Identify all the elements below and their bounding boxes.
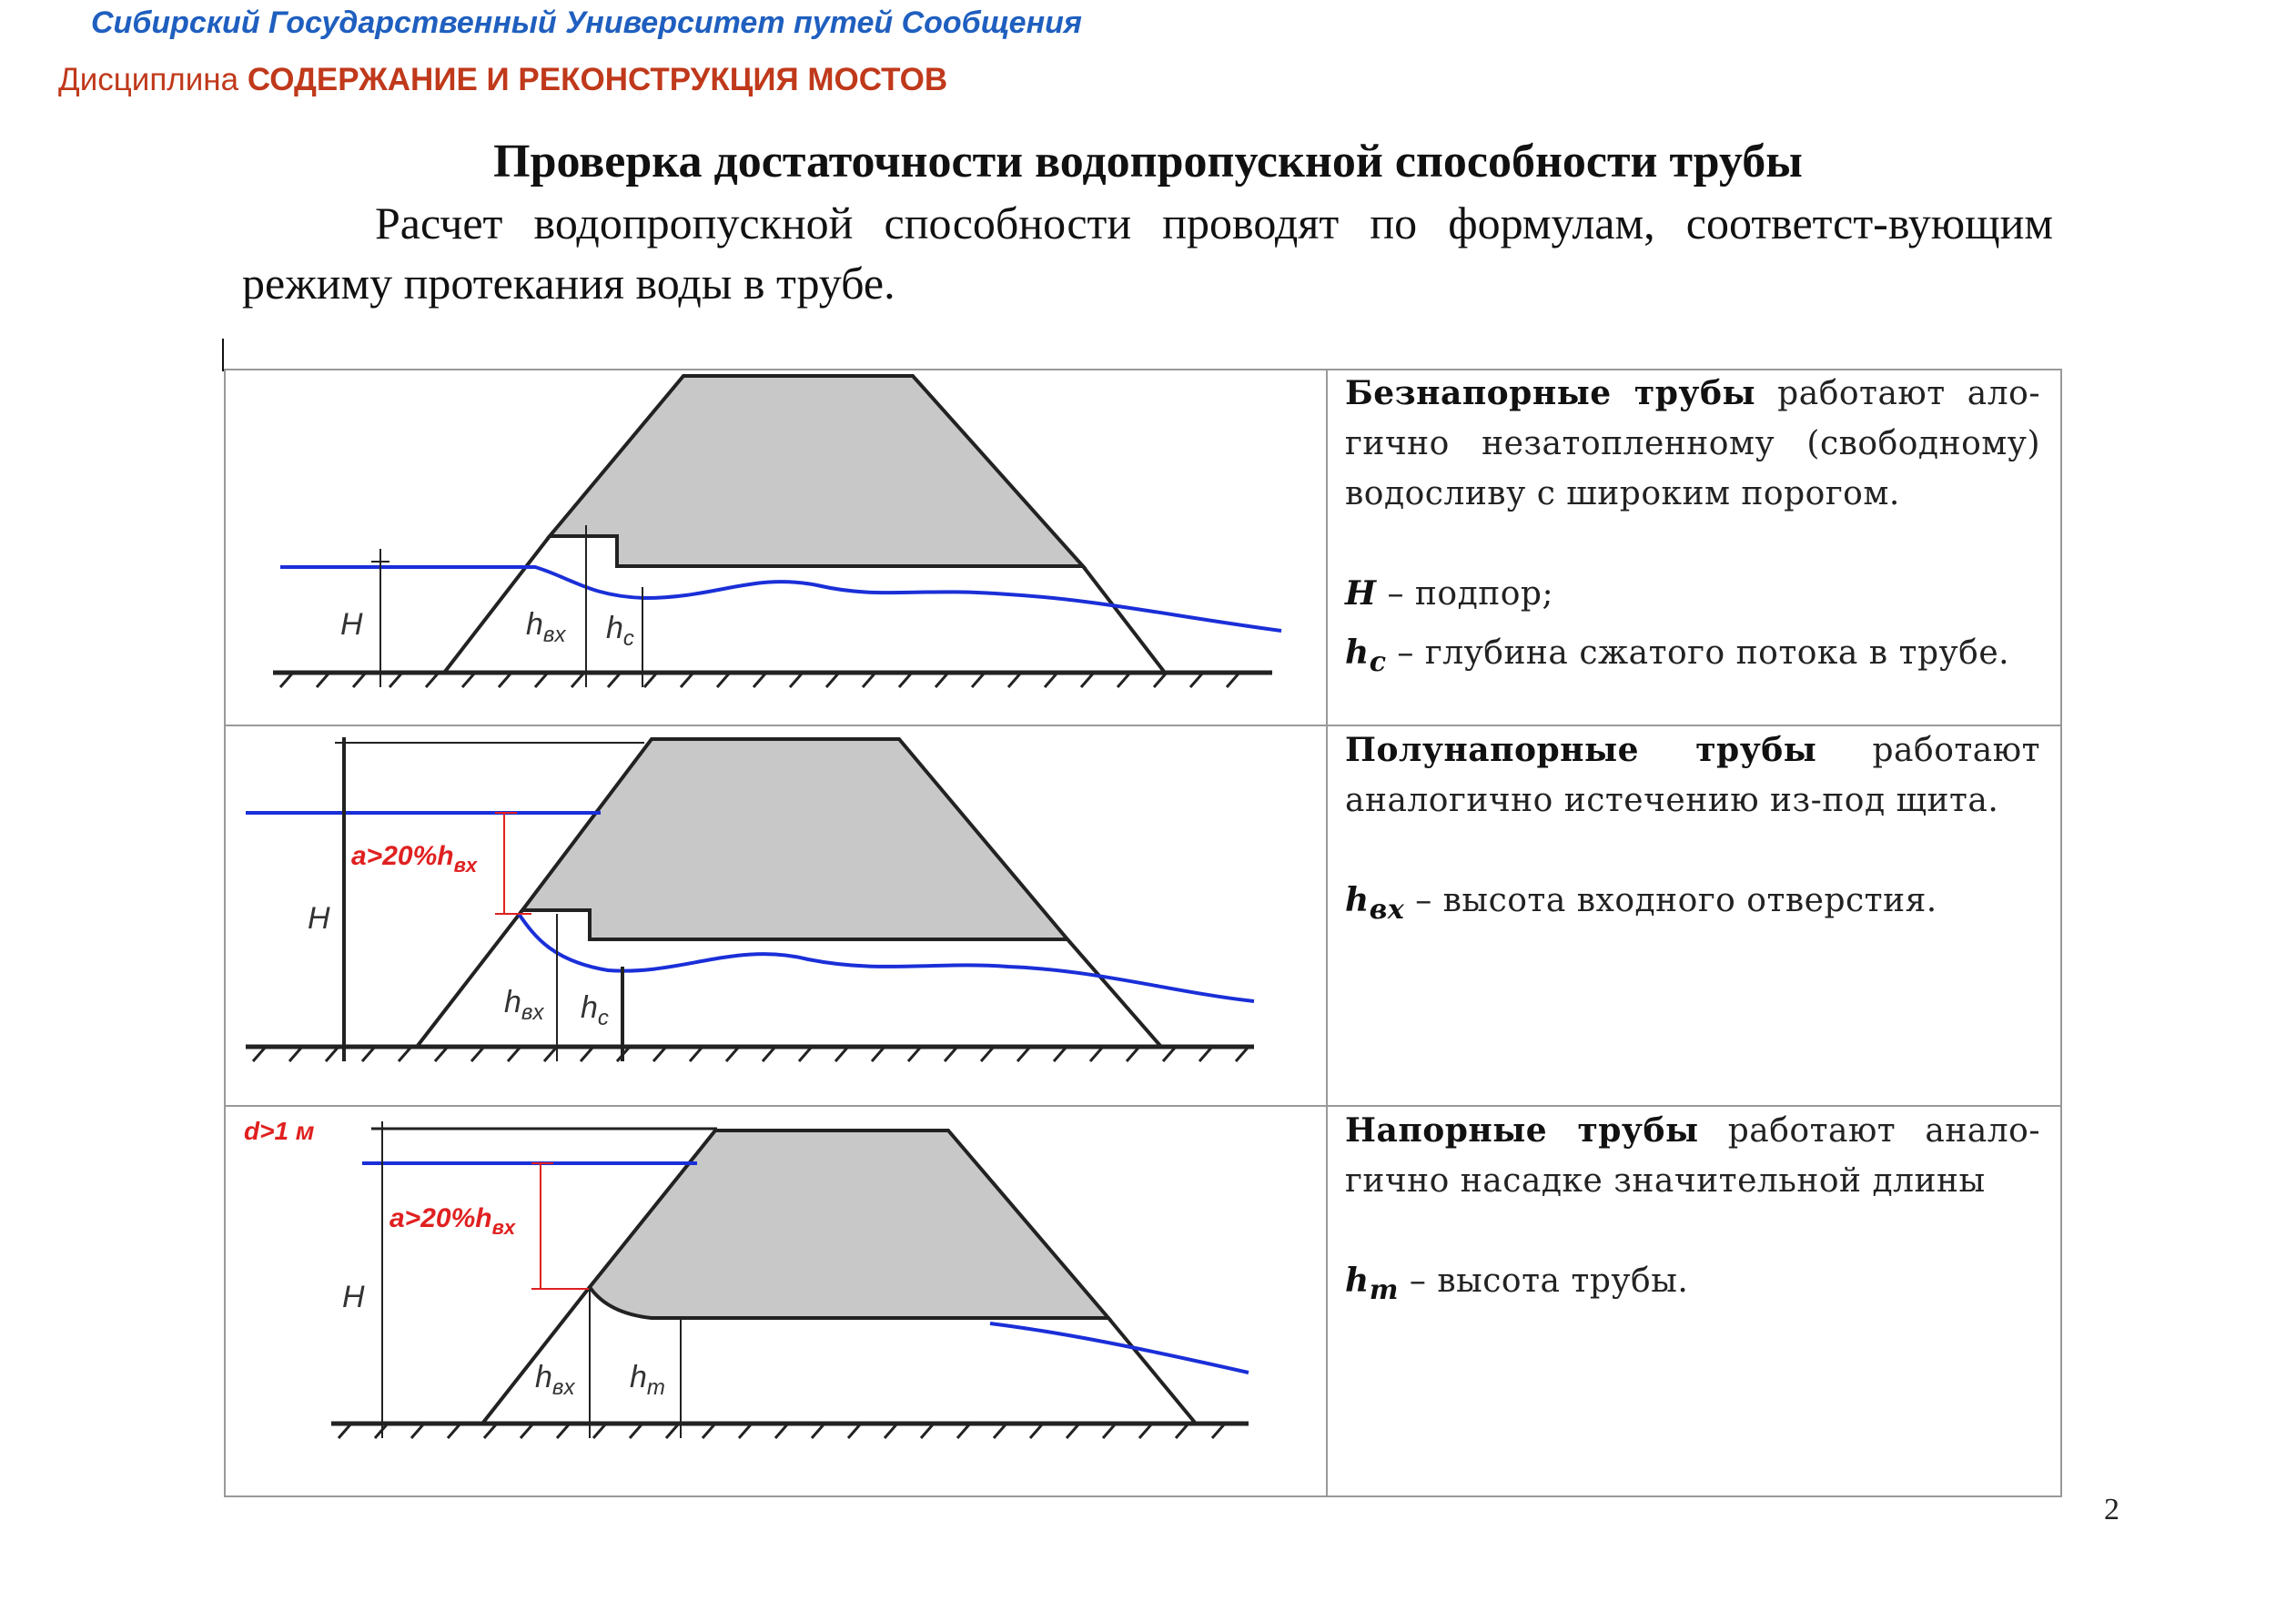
slope-right [1067,939,1161,1047]
intro-paragraph: Расчет водопропускной способности проводят по формулам, соответст-вующим режиму протекания воды в трубе. [242,198,2053,309]
row-heading: Напорные трубы [1345,1111,1699,1150]
row-semi-pressure-text [1345,725,2040,935]
embankment [550,376,1083,566]
water-surface [280,567,1281,631]
definition: H – подпор; [1345,574,1554,613]
definition: $h_{вх}$ – высота входного отверстия. [1345,881,1937,927]
row-description: работают анало-гично насадке значительной длины [1345,1112,2040,1200]
label-d: d>1 м [244,1117,315,1145]
diagram-pressure [226,1109,1318,1473]
slope-left [482,1287,590,1424]
row-description: работают ало-гично незатопленному (свободному) водосливу с широким порогом. [1345,375,2040,512]
diagram-free-flow [226,370,1318,725]
embankment [522,739,1067,939]
slope-left [444,536,550,673]
label-a: $a>20\%h_{вх}$ [351,841,478,877]
label-hbx: $h_{вх}$ [504,985,544,1025]
row-pressure-text [1345,1106,2040,1315]
label-H: H [342,1280,365,1314]
row-heading: Полунапорные трубы [1345,731,1817,769]
university-name: Сибирский Государственный Университет путей Сообщения [91,5,1082,40]
discipline-name: СОДЕРЖАНИЕ И РЕКОНСТРУКЦИЯ МОСТОВ [247,62,948,97]
label-a: $a>20\%h_{вх}$ [389,1203,516,1239]
text-cursor [222,339,224,371]
label-hc: $h_c$ [606,611,634,651]
definition: $h_c$ – глубина сжатого потока в трубе. [1345,634,2010,679]
row-free-flow-text [1345,369,2040,687]
label-H: H [340,607,363,642]
definition: $h_m$ – высота трубы. [1345,1262,1689,1307]
label-hbx: $h_{вх}$ [535,1360,575,1400]
label-hbx: $h_{вх}$ [526,607,566,647]
label-hm: $h_m$ [630,1360,665,1400]
slope-left [417,910,522,1047]
label-hc: $h_c$ [581,990,609,1030]
discipline-line [58,62,947,98]
label-H: H [308,901,330,936]
embankment [590,1130,1108,1318]
page-number: 2 [2104,1493,2119,1526]
slope-right [1083,566,1165,673]
discipline-prefix: Дисциплина [58,62,239,97]
diagram-semi-pressure [226,728,1318,1101]
slope-right [1108,1318,1196,1424]
page-title: Проверка достаточности водопропускной способности трубы [493,136,1803,188]
row-heading: Безнапорные трубы [1345,374,1756,412]
row-description: работают аналогично истечению из-под щита. [1345,732,2040,819]
